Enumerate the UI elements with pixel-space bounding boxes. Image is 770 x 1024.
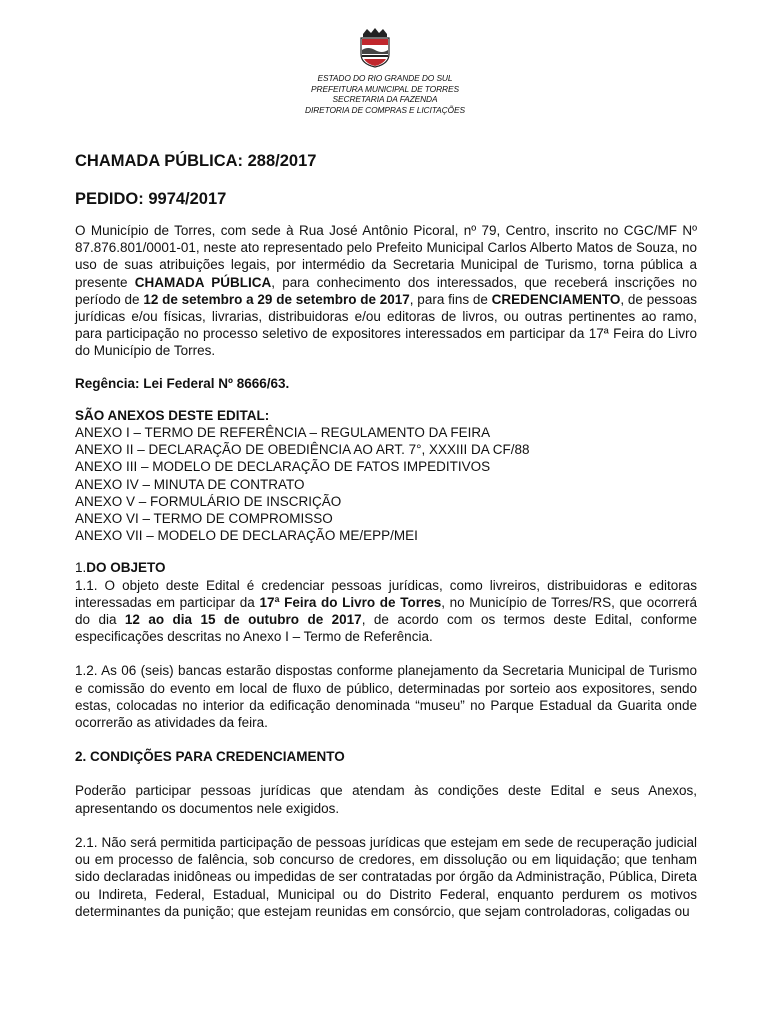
municipal-coat-of-arms-icon <box>357 26 393 68</box>
order-number: PEDIDO: 9974/2017 <box>75 190 227 208</box>
header-secretariat: SECRETARIA DA FAZENDA <box>332 94 438 105</box>
annex-item: ANEXO I – TERMO DE REFERÊNCIA – REGULAMENTO DA FEIRA <box>75 425 491 441</box>
document-title: CHAMADA PÚBLICA: 288/2017 <box>75 152 317 170</box>
regencia-line: Regência: Lei Federal Nº 8666/63. <box>75 375 290 391</box>
annex-item: ANEXO VII – MODELO DE DECLARAÇÃO ME/EPP/MEI <box>75 528 418 544</box>
annex-heading: SÃO ANEXOS DESTE EDITAL: <box>75 407 270 423</box>
header-directorate: DIRETORIA DE COMPRAS E LICITAÇÕES <box>305 104 465 115</box>
annex-item: ANEXO II – DECLARAÇÃO DE OBEDIÊNCIA AO ART. 7°, XXXIII DA CF/88 <box>75 442 530 458</box>
section-1-1-paragraph: 1.1. O objeto deste Edital é credenciar pessoas jurídicas, como livreiros, distribuidoras e editoras interessadas em participar da 17ª Feira do Livro de Torres, no Município de Torres/RS, que ocorrerá do dia 12 ao dia 15 de outubro de 2017, de acordo com os termos deste Edital, conforme especificações descritas no Anexo I – Termo de Referência. <box>75 577 697 645</box>
section-1-2-paragraph: 1.2. As 06 (seis) bancas estarão dispostas conforme planejamento da Secretaria Municipal de Turismo e comissão do evento em local de fluxo de público, determinadas por sorteio aos expositores, sendo estas, colocadas no interior da edificação denominada “museu” no Parque Estadual da Guarita onde ocorrerão as atividades da feira. <box>75 663 697 731</box>
document-body <box>75 150 697 920</box>
document-header <box>0 73 770 115</box>
intro-paragraph: O Município de Torres, com sede à Rua José Antônio Picoral, nº 79, Centro, inscrito no CGC/MF Nº 87.876.801/0001-01, neste ato representado pelo Prefeito Municipal Carlos Alberto Matos de Souza, no uso de suas atribuições legais, por intermédio da Secretaria Municipal de Turismo, torna pública a presente CHAMADA PÚBLICA, para conhecimento dos interessados, que receberá inscrições no período de 12 de setembro a 29 de setembro de 2017, para fins de CREDENCIAMENTO, de pessoas jurídicas e/ou físicas, livrarias, distribuidoras e/ou editoras de livros, ou outras pertinentes ao ramo, para participação no processo seletivo de expositores interessados em participar da 17ª Feira do Livro do Município de Torres. <box>75 223 698 359</box>
annex-item: ANEXO VI – TERMO DE COMPROMISSO <box>75 511 333 527</box>
section-2-intro-paragraph: Poderão participar pessoas jurídicas que atendam às condições deste Edital e seus Anexos, apresentando os documentos nele exigidos. <box>75 783 697 816</box>
annex-item: ANEXO III – MODELO DE DECLARAÇÃO DE FATOS IMPEDITIVOS <box>75 459 491 475</box>
header-prefecture: PREFEITURA MUNICIPAL DE TORRES <box>311 83 459 94</box>
header-state: ESTADO DO RIO GRANDE DO SUL <box>317 73 453 83</box>
section-2-1-paragraph: 2.1. Não será permitida participação de pessoas jurídicas que estejam em sede de recuperação judicial ou em processo de falência, sob concurso de credores, em dissolução ou em liquidação; que tenham sido declaradas inidôneas ou impedidas de ser contratadas por órgão da Administração, Pública, Direta ou Indireta, Federal, Estadual, Municipal ou do Distrito Federal, enquanto perdurem os motivos determinantes da punição; que estejam reunidas em consórcio, que sejam controladoras, coligadas ou <box>75 834 697 919</box>
annex-list <box>75 407 697 545</box>
annex-item: ANEXO V – FORMULÁRIO DE INSCRIÇÃO <box>75 493 342 509</box>
section-1-heading: 1.DO OBJETO <box>75 560 166 576</box>
section-2-heading: 2. CONDIÇÕES PARA CREDENCIAMENTO <box>75 749 345 765</box>
annex-item: ANEXO IV – MINUTA DE CONTRATO <box>75 476 305 492</box>
